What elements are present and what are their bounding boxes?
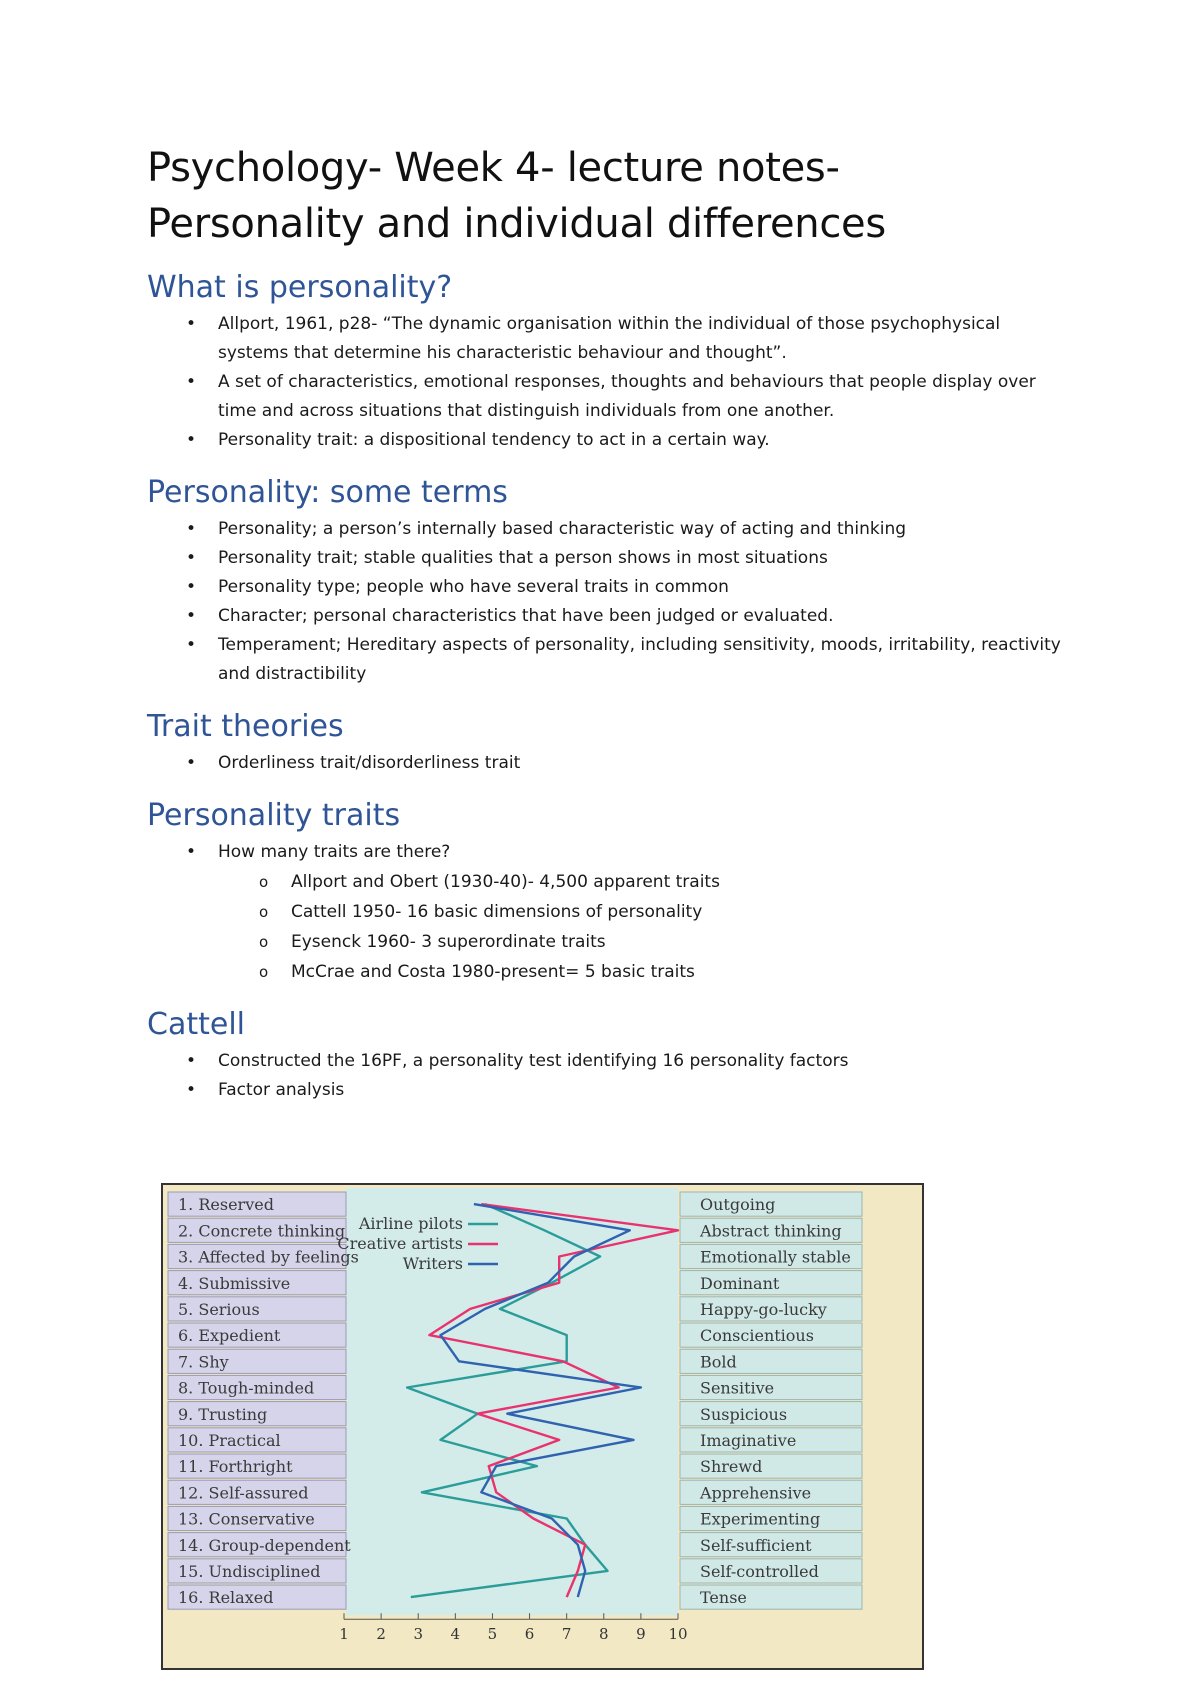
sub-list-item: o Eysenck 1960- 3 superordinate traits	[147, 927, 1067, 957]
left-trait-label: 7. Shy	[178, 1352, 229, 1372]
right-trait-label: Experimenting	[700, 1509, 821, 1529]
left-trait-label: 12. Self-assured	[178, 1483, 309, 1503]
x-tick-label: 1	[339, 1625, 349, 1644]
cattell-16pf-chart	[161, 1183, 924, 1670]
section-heading: What is personality?	[147, 270, 453, 305]
bullet-icon: •	[186, 635, 197, 655]
left-trait-label: 10. Practical	[178, 1431, 281, 1450]
bullet-icon: •	[186, 519, 197, 539]
x-tick-label: 5	[487, 1625, 498, 1644]
bullet-list	[147, 1047, 1067, 1105]
section-heading: Trait theories	[147, 709, 344, 744]
left-trait-label: 6. Expedient	[178, 1326, 281, 1346]
list-item: • Constructed the 16PF, a personality test identifying 16 personality factors	[147, 1047, 1067, 1076]
bullet-icon: •	[186, 314, 197, 334]
right-trait-label: Suspicious	[700, 1404, 788, 1424]
x-tick-label: 9	[636, 1625, 646, 1644]
sub-list-item: o Allport and Obert (1930-40)- 4,500 apparent traits	[147, 867, 1067, 897]
x-tick-label: 2	[376, 1625, 386, 1644]
left-trait-label: 5. Serious	[178, 1300, 260, 1319]
page-title	[147, 140, 1067, 252]
sub-list-item: o McCrae and Costa 1980-present= 5 basic traits	[147, 957, 1067, 987]
left-trait-label: 1. Reserved	[178, 1195, 274, 1215]
legend-label: Creative artists	[337, 1234, 463, 1253]
right-trait-label: Self-sufficient	[700, 1535, 812, 1555]
left-trait-label: 15. Undisciplined	[178, 1562, 321, 1581]
list-item: • Personality trait: a dispositional tendency to act in a certain way.	[147, 426, 1067, 455]
right-trait-label: Apprehensive	[700, 1483, 812, 1503]
bullet-icon: •	[186, 430, 197, 450]
x-tick-label: 7	[561, 1625, 572, 1644]
list-item: • Factor analysis	[147, 1076, 1067, 1105]
right-trait-label: Conscientious	[700, 1326, 814, 1346]
bullet-list	[147, 838, 1067, 987]
list-item: • A set of characteristics, emotional responses, thoughts and behaviours that people display over time and across situations that distinguish individuals from one another.	[147, 368, 1067, 426]
section-heading: Personality: some terms	[147, 475, 508, 510]
bullet-list	[147, 515, 1067, 689]
right-trait-label: Sensitive	[700, 1378, 775, 1398]
sub-bullet-icon: o	[259, 963, 269, 981]
right-trait-label: Happy-go-lucky	[700, 1300, 827, 1319]
left-trait-label: 14. Group-dependent	[178, 1535, 351, 1555]
x-tick-label: 10	[668, 1625, 688, 1644]
list-item: • How many traits are there? o Allport and Obert (1930-40)- 4,500 apparent traits o Cattell 1950- 16 basic dimensions of personality o Eysenck 1960- 3 superordinate traits o McCrae and Costa 1980-present= 5 basic traits	[147, 838, 1067, 987]
list-item: • Character; personal characteristics that have been judged or evaluated.	[147, 602, 1067, 631]
right-trait-label: Self-controlled	[700, 1562, 819, 1581]
left-trait-label: 4. Submissive	[178, 1273, 291, 1293]
list-item: • Personality type; people who have several traits in common	[147, 573, 1067, 602]
sub-bullet-icon: o	[259, 933, 269, 951]
list-item: • Personality; a person’s internally based characteristic way of acting and thinking	[147, 515, 1067, 544]
left-trait-label: 13. Conservative	[178, 1509, 315, 1529]
list-item: • Personality trait; stable qualities that a person shows in most situations	[147, 544, 1067, 573]
left-trait-label: 16. Relaxed	[178, 1588, 274, 1608]
right-trait-label: Tense	[700, 1588, 747, 1608]
left-trait-label: 8. Tough-minded	[178, 1378, 315, 1398]
right-trait-label: Bold	[700, 1352, 737, 1372]
title-line-2: Personality and individual differences	[147, 201, 886, 247]
bullet-icon: •	[186, 548, 197, 568]
bullet-icon: •	[186, 372, 197, 392]
left-trait-label: 3. Affected by feelings	[178, 1247, 359, 1267]
left-trait-label: 9. Trusting	[178, 1404, 268, 1424]
x-tick-label: 6	[524, 1625, 535, 1644]
section-heading: Personality traits	[147, 798, 401, 833]
right-trait-label: Outgoing	[700, 1195, 776, 1215]
bullet-icon: •	[186, 577, 197, 597]
x-tick-label: 8	[599, 1625, 609, 1644]
left-trait-label: 2. Concrete thinking	[178, 1221, 346, 1241]
list-item: • Temperament; Hereditary aspects of personality, including sensitivity, moods, irritability, reactivity and distractibility	[147, 631, 1067, 689]
right-trait-label: Imaginative	[700, 1431, 797, 1450]
bullet-icon: •	[186, 753, 197, 773]
bullet-icon: •	[186, 842, 197, 862]
bullet-icon: •	[186, 606, 197, 626]
legend-label: Writers	[402, 1254, 463, 1273]
right-trait-label: Emotionally stable	[700, 1247, 851, 1267]
list-item: • Allport, 1961, p28- “The dynamic organisation within the individual of those psychophysical systems that determine his characteristic behaviour and thought”.	[147, 310, 1067, 368]
sub-bullet-list	[218, 867, 1067, 987]
chart-svg	[163, 1185, 922, 1668]
sub-list-item: o Cattell 1950- 16 basic dimensions of personality	[147, 897, 1067, 927]
legend-label: Airline pilots	[358, 1214, 463, 1233]
list-item: • Orderliness trait/disorderliness trait	[147, 749, 1067, 778]
left-trait-label: 11. Forthright	[178, 1457, 293, 1477]
bullet-list	[147, 310, 1067, 455]
bullet-icon: •	[186, 1080, 197, 1100]
right-trait-label: Shrewd	[700, 1457, 763, 1477]
sub-bullet-icon: o	[259, 903, 269, 921]
section-heading: Cattell	[147, 1007, 245, 1042]
document-body	[147, 140, 1067, 1123]
bullet-list	[147, 749, 1067, 778]
sub-bullet-icon: o	[259, 873, 269, 891]
bullet-icon: •	[186, 1051, 197, 1071]
x-tick-label: 3	[413, 1625, 423, 1644]
right-trait-label: Abstract thinking	[700, 1221, 842, 1241]
x-tick-label: 4	[450, 1625, 461, 1644]
right-trait-label: Dominant	[700, 1273, 780, 1293]
title-line-1: Psychology- Week 4- lecture notes-	[147, 145, 840, 191]
